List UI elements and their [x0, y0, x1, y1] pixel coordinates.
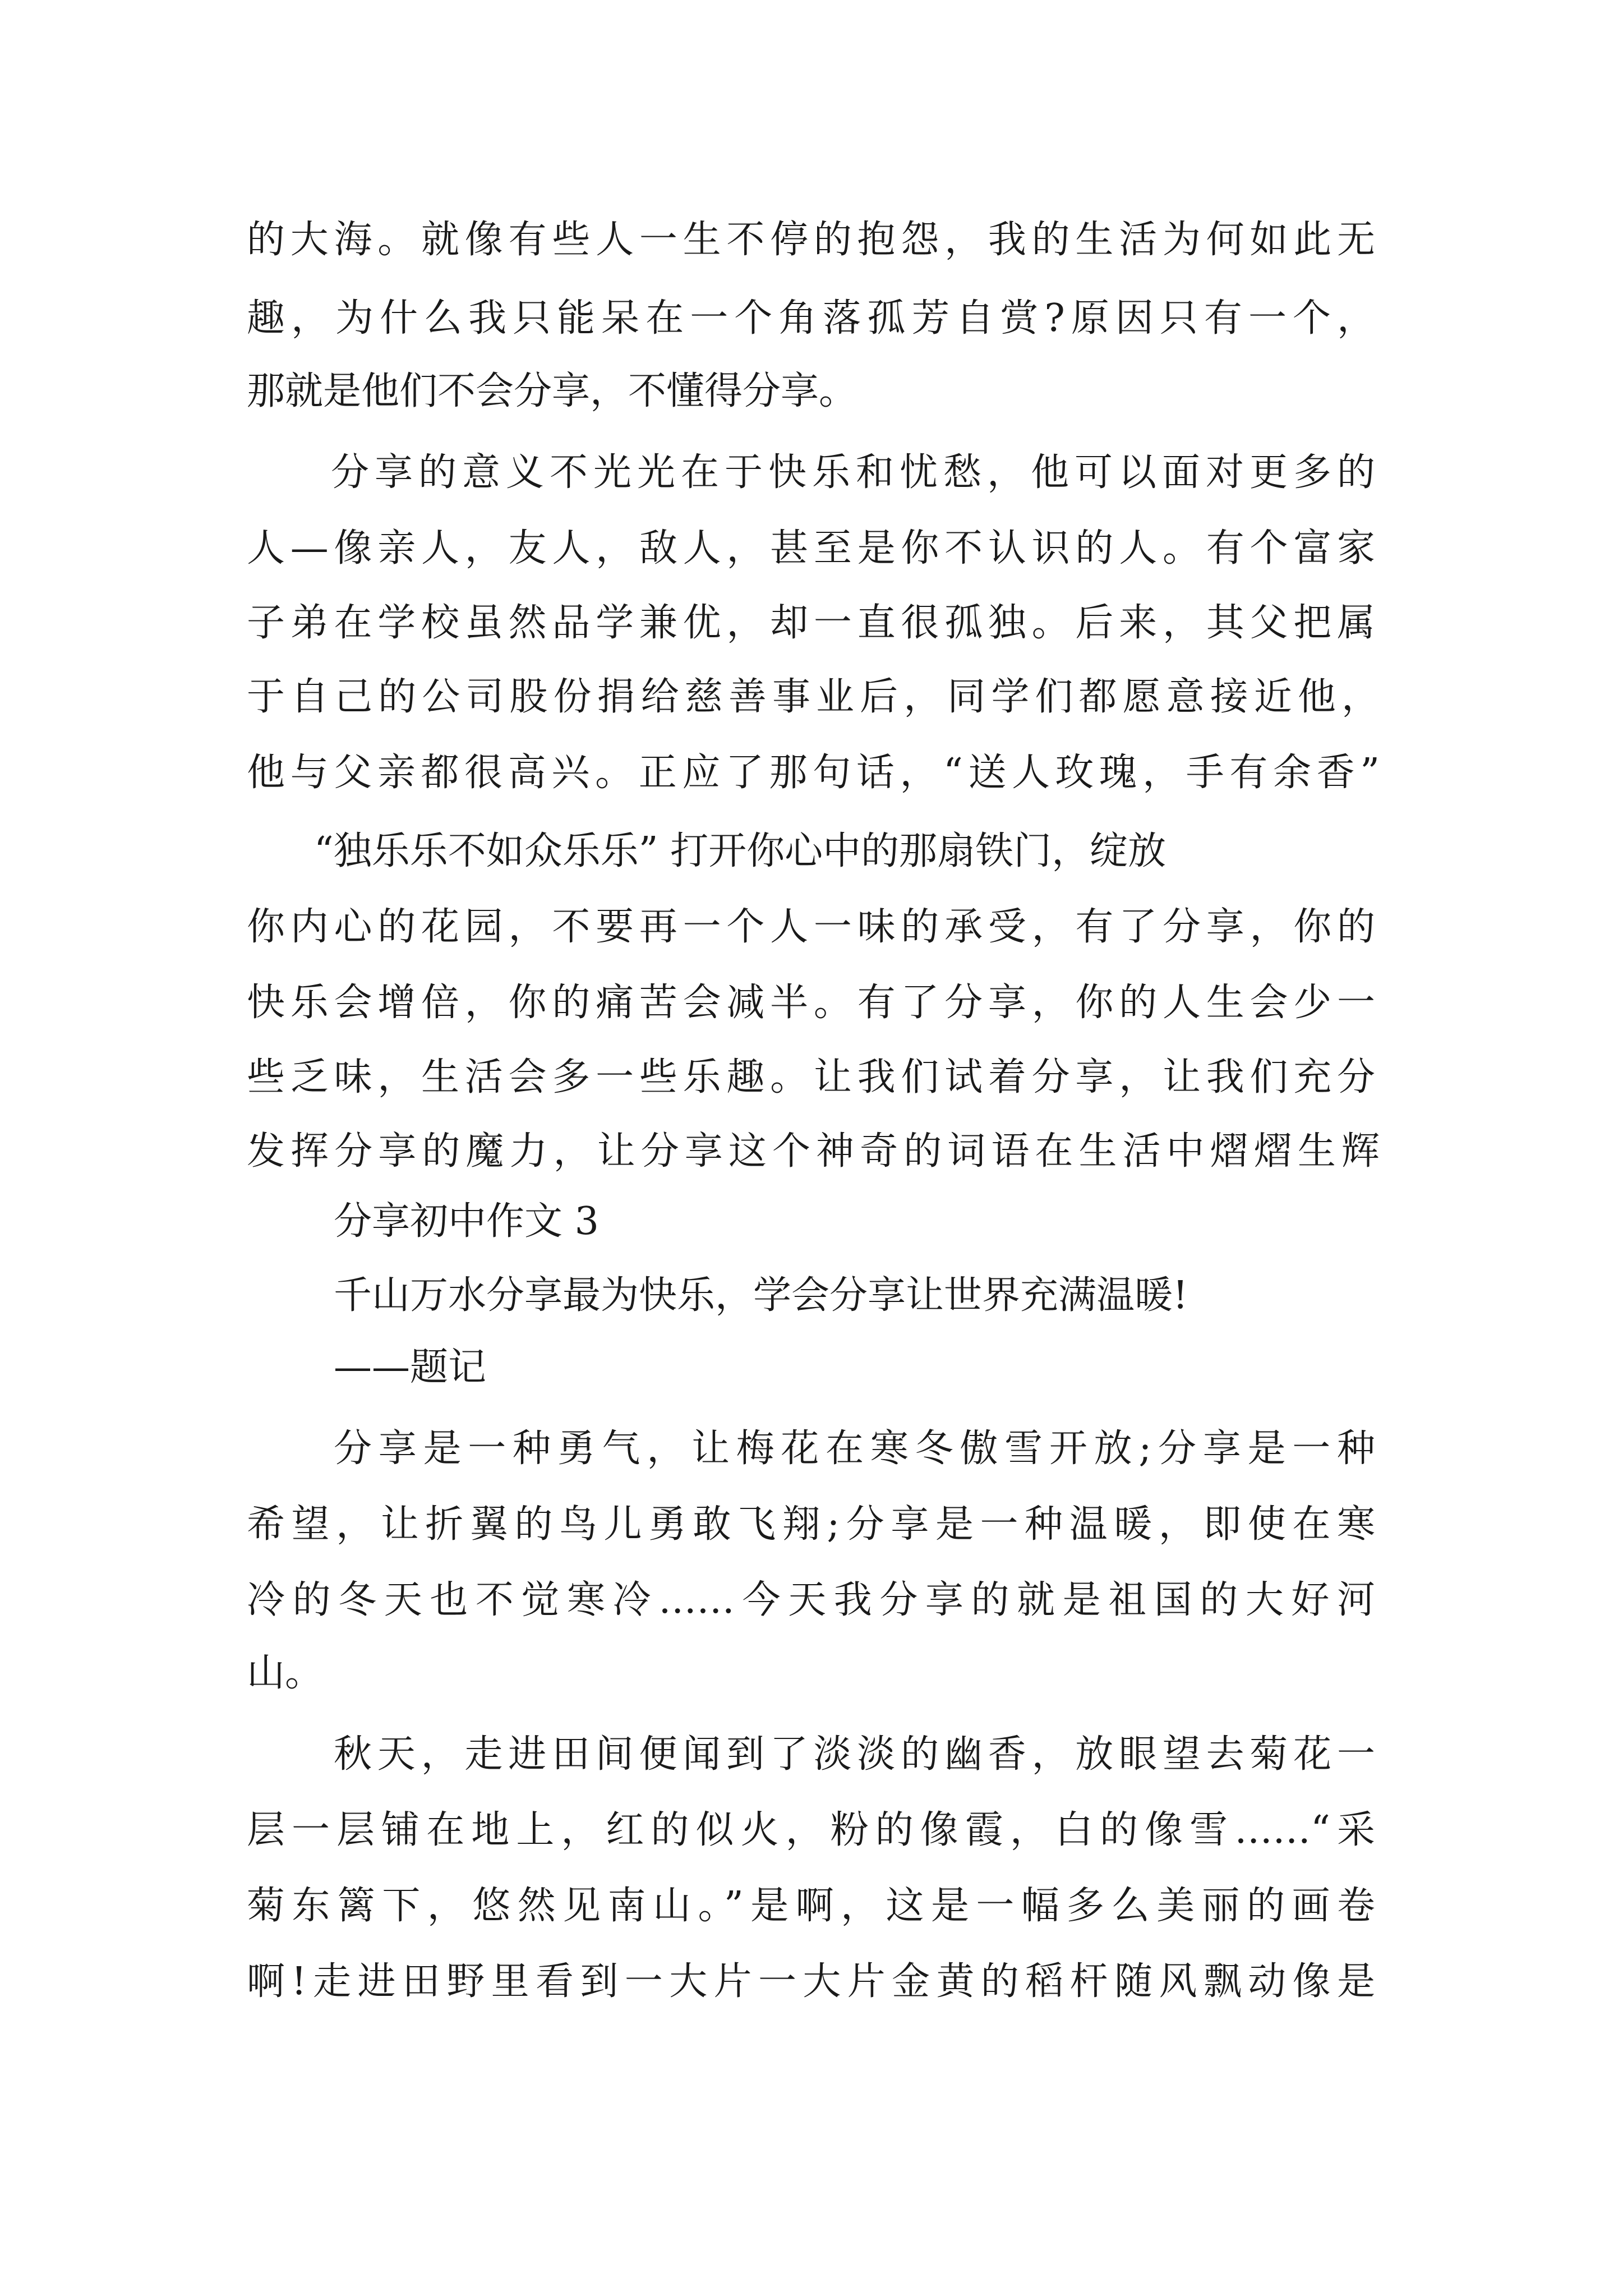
- text-line: 子弟在学校虽然品学兼优，却一直很孤独。后来，其父把属: [247, 601, 1375, 645]
- text-line: 菊东篱下，悠然见南山。”是啊，这是一幅多么美丽的画卷: [247, 1884, 1375, 1928]
- text-line: 分享是一种勇气，让梅花在寒冬傲雪开放;分享是一种: [334, 1427, 1375, 1471]
- text-line: 那就是他们不会分享，不懂得分享。: [247, 369, 857, 413]
- section-heading: 分享初中作文 3: [334, 1199, 599, 1244]
- text-line: 于自己的公司股份捐给慈善事业后，同学们都愿意接近他，: [247, 675, 1380, 719]
- text-line: 发挥分享的魔力，让分享这个神奇的词语在生活中熠熠生辉: [247, 1129, 1380, 1174]
- text-line: 啊!走进田野里看到一大片一大片金黄的稻杆随风飘动像是: [247, 1959, 1375, 2004]
- text-line: 山。: [247, 1651, 324, 1695]
- text-line: 人—像亲人，友人，敌人，甚至是你不认识的人。有个富家: [247, 526, 1375, 570]
- text-line: 千山万水分享最为快乐，学会分享让世界充满温暖!: [334, 1273, 1188, 1318]
- text-line: 层一层铺在地上，红的似火，粉的像霞，白的像雪……“采: [247, 1808, 1375, 1852]
- text-line: 他与父亲都很高兴。正应了那句话，“送人玫瑰，手有余香”: [247, 751, 1380, 795]
- text-line: 希望，让折翼的鸟儿勇敢飞翔;分享是一种温暖，即使在寒: [247, 1502, 1375, 1547]
- text-line: “独乐乐不如众乐乐” 打开你心中的那扇铁门，绽放: [314, 829, 1166, 873]
- text-line: 秋天，走进田间便闻到了淡淡的幽香，放眼望去菊花一: [334, 1732, 1375, 1777]
- text-line: ——题记: [334, 1345, 487, 1389]
- text-line: 些乏味，生活会多一些乐趣。让我们试着分享，让我们充分: [247, 1055, 1375, 1099]
- text-line: 冷的冬天也不觉寒冷……今天我分享的就是祖国的大好河: [247, 1578, 1375, 1622]
- text-line: 的大海。就像有些人一生不停的抱怨，我的生活为何如此无: [247, 218, 1375, 262]
- text-line: 快乐会增倍，你的痛苦会减半。有了分享，你的人生会少一: [247, 981, 1375, 1025]
- text-line: 分享的意义不光光在于快乐和忧愁，他可以面对更多的: [331, 450, 1375, 495]
- text-line: 趣，为什么我只能呆在一个角落孤芳自赏?原因只有一个，: [247, 296, 1375, 341]
- text-line: 你内心的花园，不要再一个人一味的承受，有了分享，你的: [247, 905, 1375, 949]
